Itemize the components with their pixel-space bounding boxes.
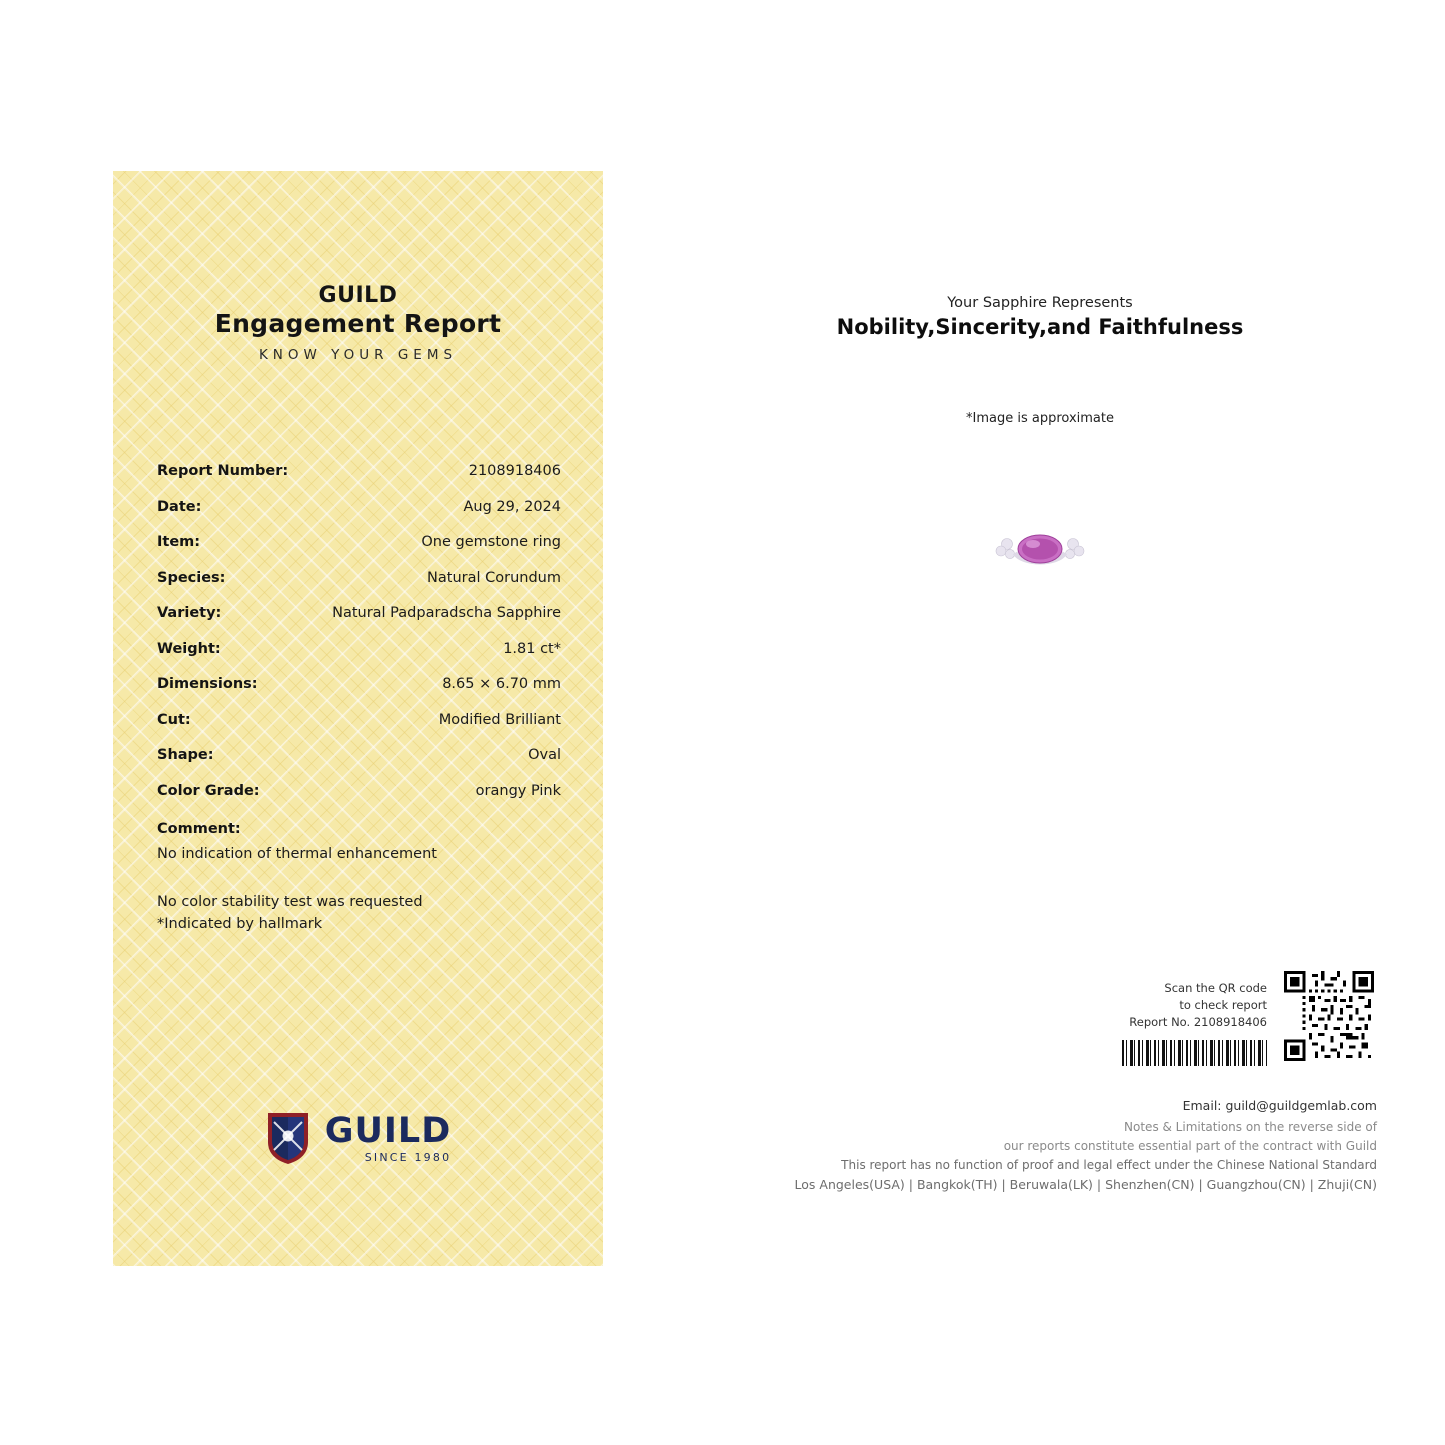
right-column xyxy=(700,0,1445,1445)
field-label: Color Grade: xyxy=(157,782,260,799)
comment-line-2: No color stability test was requested xyxy=(157,894,423,910)
field-label: Weight: xyxy=(157,640,221,657)
footer-note-1: Notes & Limitations on the reverse side of xyxy=(1124,1120,1377,1134)
field-label: Dimensions: xyxy=(157,676,258,692)
field-row xyxy=(157,463,561,499)
field-label: Species: xyxy=(157,569,226,586)
field-label: Cut: xyxy=(157,711,191,728)
field-row xyxy=(157,534,561,570)
field-value: Oval xyxy=(528,747,561,763)
field-row xyxy=(157,605,561,641)
gemstone-ring-image xyxy=(700,520,1380,580)
certificate-header xyxy=(113,283,603,363)
field-value: One gemstone ring xyxy=(421,534,561,550)
shield-icon xyxy=(265,1110,311,1166)
field-value: Aug 29, 2024 xyxy=(463,498,561,515)
field-label: Report Number: xyxy=(157,463,289,479)
field-row xyxy=(157,747,561,783)
scan-instructions xyxy=(1122,968,1267,1066)
scan-line-2: to check report xyxy=(1179,998,1267,1012)
field-label: Variety: xyxy=(157,605,222,621)
footer-note-2: our reports constitute essential part of the contract with Guild xyxy=(1003,1139,1377,1153)
field-value: 8.65 × 6.70 mm xyxy=(442,676,561,692)
barcode xyxy=(1122,1040,1267,1066)
comment-label: Comment: xyxy=(157,821,241,837)
field-value: 2108918406 xyxy=(468,463,561,479)
field-row xyxy=(157,712,561,748)
footer-email: Email: guild@guildgemlab.com xyxy=(1182,1098,1377,1113)
field-value: Modified Brilliant xyxy=(438,711,561,728)
scan-section xyxy=(1122,968,1377,1066)
comment-line-3: *Indicated by hallmark xyxy=(157,916,323,932)
logo-since: SINCE 1980 xyxy=(364,1150,452,1164)
certificate-panel xyxy=(113,171,603,1266)
certificate-title-type: Engagement Report xyxy=(214,309,502,338)
footer-note-3: This report has no function of proof and legal effect under the Chinese National Standard xyxy=(841,1158,1377,1172)
field-row xyxy=(157,676,561,712)
scan-report-number: Report No. 2108918406 xyxy=(1129,1015,1267,1029)
field-label: Shape: xyxy=(157,747,214,763)
field-label: Item: xyxy=(157,534,201,550)
field-value: Natural Padparadscha Sapphire xyxy=(332,605,561,621)
guild-logo xyxy=(113,1110,603,1166)
logo-text xyxy=(324,1110,452,1164)
field-value: Natural Corundum xyxy=(427,569,561,586)
field-row xyxy=(157,499,561,535)
report-fields xyxy=(157,463,561,932)
scan-line-1: Scan the QR code xyxy=(1164,981,1267,995)
certificate-tagline: KNOW YOUR GEMS xyxy=(258,347,458,363)
ring-graphic xyxy=(985,520,1095,580)
field-value: 1.81 ct* xyxy=(503,640,561,657)
certificate-title-brand: GUILD xyxy=(318,283,398,308)
footer-cities: Los Angeles(USA) | Bangkok(TH) | Beruwala(LK) | Shenzhen(CN) | Guangzhou(CN) | Zhuji(CN) xyxy=(794,1177,1377,1192)
field-value: orangy Pink xyxy=(475,782,561,799)
represents-headline: Nobility,Sincerity,and Faithfulness xyxy=(836,315,1244,339)
represents-caption: Your Sapphire Represents xyxy=(947,295,1133,311)
field-row xyxy=(157,783,561,819)
comment-line-1: No indication of thermal enhancement xyxy=(157,846,437,862)
logo-wordmark: GUILD xyxy=(324,1110,452,1151)
field-label: Date: xyxy=(157,498,202,515)
footer-block xyxy=(777,1098,1377,1192)
field-row xyxy=(157,641,561,677)
qr-code[interactable] xyxy=(1281,968,1377,1064)
field-row xyxy=(157,570,561,606)
image-approximate-note: *Image is approximate xyxy=(966,411,1114,426)
